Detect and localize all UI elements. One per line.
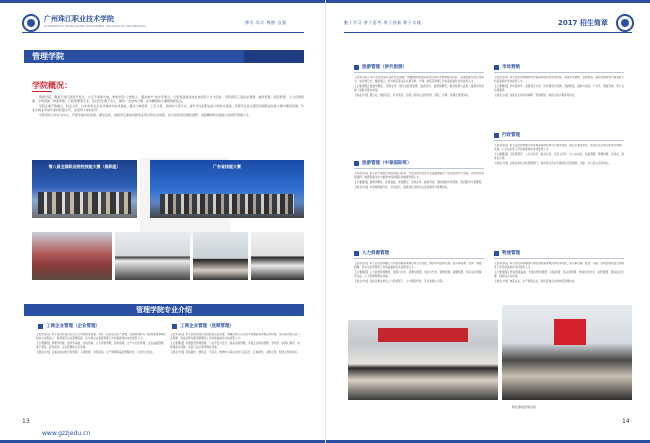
major-marker-icon	[494, 65, 499, 70]
major-heading	[354, 64, 484, 71]
major-heading	[494, 64, 624, 71]
school-name-en: GUANGZHOU PEARL-RIVER VOCATIONAL COLLEGE OF TECHNOLOGY	[44, 24, 147, 28]
heading-rule	[494, 72, 624, 73]
major-description	[494, 262, 624, 302]
photo-flag	[554, 319, 586, 345]
major-title: 人力资源管理	[362, 251, 389, 256]
major-marker-icon	[354, 251, 359, 256]
major-paragraph: 【主要课程】旅游学概论、导游业务、旅行社经营管理、旅游英语、客源国概况、旅游政策与法规、旅游市场营销、模拟导游实训等。	[354, 84, 484, 92]
major-description	[354, 172, 484, 224]
major-paragraph: 【主要课程】管理学原理、经济学基础、市场营销、人力资源管理、财务管理、生产与运作管理、企业战略管理、电子商务、商务谈判、企业管理综合实训等。	[36, 342, 166, 349]
major-marker-icon	[354, 65, 359, 70]
major-paragraph: 【就业方向】物流企业、生产制造企业、商贸流通企业的物流管理岗位。	[494, 279, 577, 283]
photo-ceremony	[193, 232, 248, 280]
major-paragraph: 【培养目标】本专业培养适应连锁经营企业需要，掌握连锁门店运营与管理的基本理论和技能，能从事连锁企业门店管理、商品采购与配送管理等工作的高素质技术技能型人才。	[170, 333, 300, 340]
heading-rule	[354, 72, 484, 73]
photo-students-lineup	[115, 232, 190, 280]
school-logo-icon	[616, 14, 634, 32]
majors-banner-title: 管理学院专业介绍	[136, 306, 192, 314]
major-paragraph: 【就业方向】企事业单位行政管理部门、政府机关及社会组织的行政助理、文秘、办公室主任等岗位。	[494, 161, 611, 165]
major-paragraph: 【就业方向】旅行社、旅游景区、涉外酒店、会展公司等企业的导游、领队、计调、营销及管理岗位。	[354, 93, 471, 97]
photo-party-activity	[502, 305, 632, 400]
photo-title: 广东省技能大赛	[213, 164, 241, 169]
header-slogan-left: 博学 笃实 尊德 自强	[245, 20, 287, 25]
major-paragraph: 【就业方向】中泰两国旅行社、涉外酒店、旅游景区及相关企业的服务与管理岗位。	[354, 186, 450, 190]
major-marker-icon	[494, 251, 499, 256]
major-description	[170, 333, 300, 413]
major-paragraph: 【培养目标】本专业培养适应社会主义市场经济需要，具有一定的企业生产管理、营销管理和人力资源管理等理论知识与实践能力，熟悉现代企业管理流程，能从事企业基层管理工作的高素质技术技能型人才。	[36, 333, 166, 340]
school-name: 广州珠江职业技术学院	[44, 14, 114, 23]
major-paragraph: 【主要课程】旅游学概论、泰语基础、泰国概况、导游业务、旅游英语、国际旅游市场营销、酒店服务与管理等。	[354, 180, 484, 184]
heading-rule	[354, 168, 484, 169]
photo-skills-contest	[150, 160, 304, 218]
photo-people-group	[38, 192, 131, 214]
photo-competition-team	[32, 160, 137, 218]
heading-rule	[494, 258, 624, 259]
overview-paragraph: 学院坚持以学生为中心，开展丰富多彩的第二课堂活动，鼓励学生参加创新创业项目和社会实践，努力培养具有国际视野、创新精神和实践能力的现代管理人才。	[39, 113, 253, 117]
major-description	[354, 262, 484, 302]
major-marker-icon	[38, 324, 43, 329]
heading-rule	[494, 140, 624, 141]
major-title: 市场营销	[502, 65, 520, 70]
banner-tab-decoration	[244, 50, 304, 63]
major-description	[494, 144, 624, 230]
major-marker-icon	[494, 133, 499, 138]
brochure-brand: 2017 招生简章	[558, 19, 608, 27]
school-logo-icon	[22, 14, 40, 32]
major-paragraph: 【就业方向】连锁超市、便利店、专卖店、购物中心等企业的门店店长、区域督导、采购主管、配送主管等岗位。	[170, 351, 300, 355]
header-rule	[22, 32, 304, 33]
header-slogan-right: 勤于学习 善于思考 勇于创新 敢于实践	[344, 20, 422, 25]
overview-paragraph: 学院注重产教融合、校企合作，与多家知名企业共建校外实训基地，通过订单培养、工学交替、顶岗实习等方式，提升学生的职业能力和综合素质。学院学生在全国及省级职业技能大赛中屡获佳绩，毕业生就业率常年保持较高水平，深受用人单位好评。	[32, 104, 304, 113]
right-page	[325, 0, 650, 443]
major-marker-icon	[172, 324, 177, 329]
major-marker-icon	[354, 161, 359, 166]
major-paragraph: 【主要课程】连锁经营管理原理、门店开发与设计、商品采购管理、连锁企业物流管理、零售学、消费心理学、市场调查与预测、连锁门店运营管理实训等。	[170, 342, 300, 349]
major-heading	[354, 160, 484, 167]
header-rule	[344, 32, 632, 33]
major-paragraph: 【就业方向】企事业单位的行政管理、人事管理、市场营销、生产管理等基层管理岗位，以及自主创业。	[36, 351, 156, 355]
major-paragraph: 【培养目标】本专业培养具有良好职业道德，掌握旅游管理基本理论和涉外旅游服务技能，具备较强外语应用能力，能在旅行社、旅游景区、涉外酒店等企业从事导游、计调、销售及管理工作的高素质技术技能型人才。	[354, 76, 484, 83]
major-heading	[354, 250, 484, 257]
major-title: 旅游管理（涉外旅游）	[362, 65, 407, 70]
college-banner	[24, 50, 304, 63]
major-paragraph: 【培养目标】本专业培养掌握市场营销基本理论和实务技能，具备市场调研、营销策划、销售管理和客户服务能力的高素质技术技能型人才。	[494, 76, 624, 83]
overview-heading: 学院概况：	[32, 81, 72, 90]
photo-red-banner	[378, 328, 468, 342]
major-paragraph: 【主要课程】人力资源管理概论、组织行为学、招聘与配置、培训与开发、绩效管理、薪酬管理、劳动关系管理、劳动法、人力资源管理实训等。	[354, 270, 484, 278]
major-paragraph: 【主要课程】物流管理基础、仓储与配送管理、运输管理、供应链管理、物流信息技术、采购管理、国际货运代理、物流综合实训等。	[494, 270, 624, 278]
overview-text	[32, 95, 304, 141]
major-paragraph: 【培养目标】本专业培养掌握人力资源管理基本理论和专业技能，熟悉劳动法律法规，能从事招聘、培训、绩效、薪酬、劳动关系管理等工作的高素质技术技能型人才。	[354, 262, 484, 269]
major-paragraph: 【就业方向】各类企事业单位人力资源部门、人才服务机构、劳务派遣公司等。	[354, 279, 445, 283]
major-title: 工商企业管理（连锁管理）	[180, 324, 234, 329]
major-description	[36, 333, 166, 413]
major-heading	[494, 250, 624, 257]
top-accent-bar	[326, 0, 650, 3]
photo-title: 第八届全国职业院校技能大赛（高职组）	[48, 164, 121, 169]
major-title: 行政管理	[502, 133, 520, 138]
photo-people-group	[160, 194, 294, 214]
major-paragraph: 【主要课程】行政管理学、公共关系学、秘书实务、应用文写作、办公自动化、档案管理、管理沟通、行政法、商务礼仪等。	[494, 152, 624, 160]
college-title: 管理学院	[32, 52, 64, 61]
photo-award-group	[251, 232, 304, 280]
major-paragraph: 【就业方向】各类企业的市场调研、营销策划、销售及客户服务等岗位。	[494, 93, 577, 97]
major-title: 物流管理	[502, 251, 520, 256]
major-title: 工商企业管理（企业管理）	[46, 324, 100, 329]
website-link[interactable]: www.gzzjedu.cn	[42, 430, 91, 437]
major-paragraph: 【培养目标】本专业与泰国合作院校联合培养，学生在国内完成专业基础课程学习后赴泰国学习实践，培养具有国际视野、熟悉泰国文化与旅游市场的国际化旅游管理人才。	[354, 172, 484, 179]
photo-event-stage	[32, 232, 112, 280]
major-heading	[494, 132, 624, 139]
photo-graduates-group	[348, 320, 498, 400]
major-title: 旅游管理（中泰国际班）	[362, 161, 412, 166]
major-paragraph: 【培养目标】本专业培养掌握现代物流管理基本理论和实务技能，能从事仓储、配送、运输、采购及物流信息管理等工作的高素质技术技能型人才。	[494, 262, 624, 269]
major-paragraph: 【培养目标】本专业培养掌握行政管理基本理论和办公事务技能，能在企事业单位、政府机关从事行政事务管理、文秘、公共关系等工作的高素质技术技能型人才。	[494, 144, 624, 151]
major-paragraph: 【主要课程】市场营销学、消费者行为学、市场调查与预测、营销策划、推销与谈判、广告学、网络营销、客户关系管理等。	[494, 84, 624, 92]
majors-banner	[24, 304, 304, 316]
major-description	[494, 76, 624, 122]
major-description	[354, 76, 484, 132]
heading-rule	[354, 258, 484, 259]
page-number: 13	[22, 418, 30, 425]
overview-underline	[32, 91, 52, 92]
page-number: 14	[622, 418, 630, 425]
photo-caption: 师生参加党建活动	[512, 405, 537, 409]
overview-paragraph: 管理学院，服务于珠江经济开发区，立足于南粤大地，秉承学院“立德树人、服务地方”的办学理念，以培养高素质技术技能型人才为目标。学院现有工商企业管理、旅游管理、酒店管理、人力资源管理、市场营销、物流管理、行政管理等专业，在校学生两千余人，拥有一支结构合理、业务精湛的专兼职教师队伍。	[32, 95, 304, 104]
top-accent-bar	[0, 0, 325, 3]
